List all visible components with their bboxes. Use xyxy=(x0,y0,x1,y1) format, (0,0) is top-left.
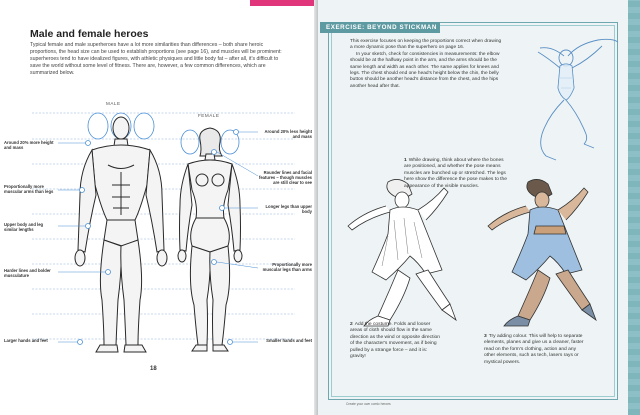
male-label: MALE xyxy=(106,101,121,106)
intro-paragraph: Typical female and male superheroes have a lot more similarities than differences – both share heroic proportions, the head size can be used to establish proportions (see page 16), and muscles will be prominent: superheroes tend to have idealized figures, with athletic physiques and little body fat – after all, it's difficult to save the world without some level of fitness. There are, however, a few common differences, which are summarized below. xyxy=(30,42,282,76)
step-1-text: While drawing, think about where the bones are positioned, and whether the pose means muscles are bunched up or stretched. The legs here show the difference the pose makes to the appearance of the visible muscles. xyxy=(404,158,507,189)
annotation-female-legs: Longer legs than upper body xyxy=(265,204,312,215)
annotation-male-height: Around 20% more height and mass xyxy=(4,140,54,151)
exercise-intro-p1: This exercise focuses on keeping the proportions correct when drawing a more dynamic pose than the superhero on page 16. xyxy=(350,39,502,51)
step-2-text: Add the costume. Folds and looser areas of cloth should flow in the same direction as the wind or opposite direction of the character's movement, as if being pulled by a strange force – and it is: gravity! xyxy=(350,322,440,360)
annotation-male-hands: Larger hands and feet xyxy=(4,338,48,343)
step-3-number: 3 xyxy=(484,334,487,339)
exercise-intro xyxy=(350,39,502,90)
female-figure xyxy=(178,128,242,351)
step-2-number: 2 xyxy=(350,322,353,327)
exercise-header: EXERCISE: BEYOND STICKMAN xyxy=(320,22,440,33)
page-edge-tab xyxy=(628,0,640,415)
sketch-figure-colour xyxy=(478,170,618,330)
annotation-female-height: Around 20% less height and mass xyxy=(264,129,312,140)
annotation-male-lengths: Upper body and leg similar lengths xyxy=(4,222,44,233)
annotation-female-muscle: Proportionally more muscular legs than arms xyxy=(262,262,312,273)
page-number: 18 xyxy=(150,366,157,372)
female-label: FEMALE xyxy=(198,113,220,118)
sketch-figure-blue xyxy=(508,36,628,176)
step-3 xyxy=(484,334,584,366)
exercise-intro-p2: In your sketch, check for consistencies in measurements: the elbow should be at the halfway point in the arm, and the arms should be the same length and width as each other. The same applies for knees and legs. The chest should end one head's height below the chin, the belly button should be another head's distance from the chest, and the hips another head after that. xyxy=(350,51,500,89)
annotation-male-lines: Harder lines and bolder musculature xyxy=(4,268,51,279)
annotation-female-hands: Smaller hands and feet xyxy=(266,338,312,343)
step-1-number: 1 xyxy=(404,158,407,163)
male-figure xyxy=(75,117,167,352)
annotation-female-lines: Rounder lines and facial features – though muscles are still clear to see xyxy=(258,170,312,186)
step-2 xyxy=(350,322,442,360)
page-footer: Create your own comic heroes xyxy=(346,402,391,406)
annotation-male-arms: Proportionally more muscular arms than legs xyxy=(4,184,54,195)
sketch-figure-ink xyxy=(338,170,478,330)
step-3-text: Try adding colour. This will help to separate elements, planes and give us a cleaner, faster read on the form's clothing, action and any other elements, such as tech, lasers rays or mystical powers. xyxy=(484,334,584,365)
page-title: Male and female heroes xyxy=(30,28,149,40)
step-1 xyxy=(404,158,508,190)
